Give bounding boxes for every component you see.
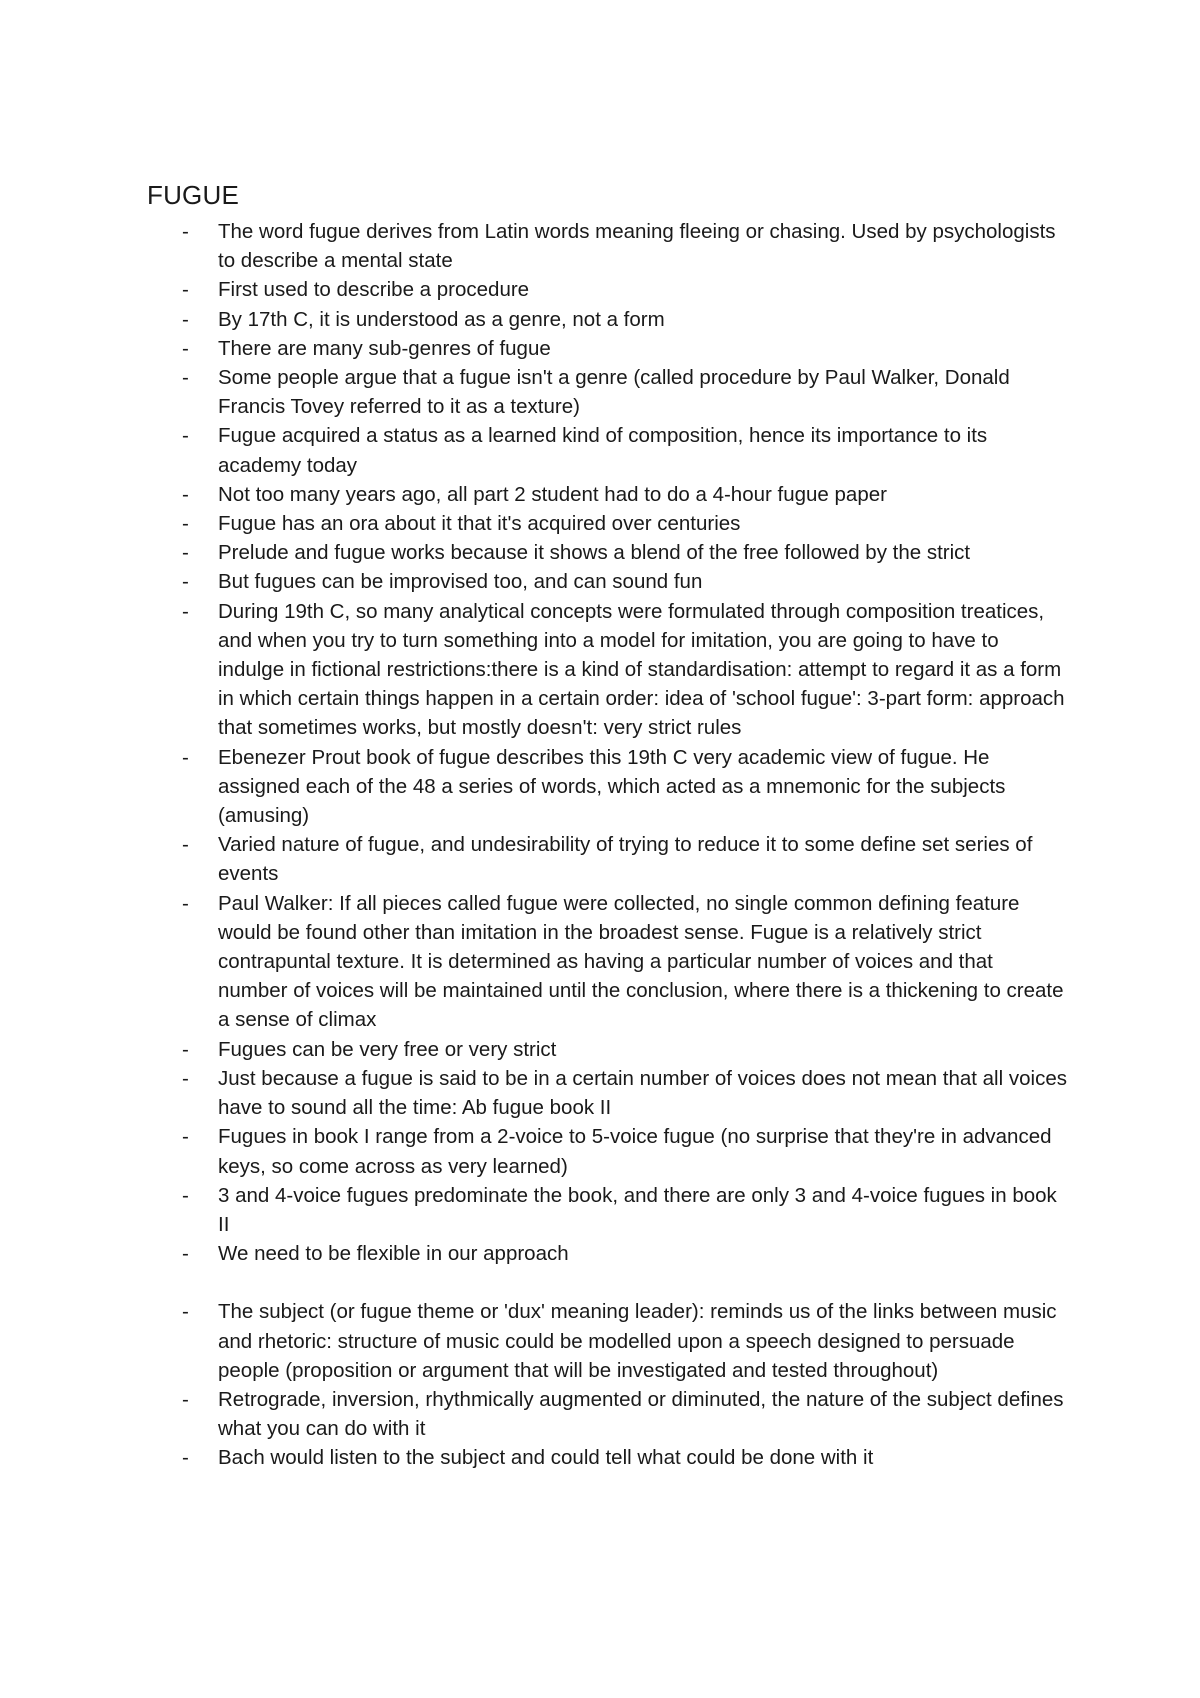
list-item [0, 889, 1068, 1035]
list-item [0, 421, 1068, 479]
list-item [0, 597, 1068, 743]
document-title: FUGUE [147, 180, 239, 210]
list-item-text: There are many sub-genres of fugue [218, 336, 551, 360]
list-item [0, 538, 1068, 567]
list-item [0, 1239, 1068, 1268]
bullet-dash: - [182, 1183, 189, 1207]
list-item [0, 1035, 1068, 1064]
bullet-dash: - [182, 1300, 189, 1324]
bullet-dash: - [182, 336, 189, 360]
list-item-text: Fugues can be very free or very strict [218, 1037, 557, 1061]
bullet-dash: - [182, 1446, 189, 1470]
list-item [0, 1443, 1068, 1472]
list-item-text: Some people argue that a fugue isn't a genre (called procedure by Paul Walker, Donald Francis Tovey referred to it as a texture) [218, 366, 1010, 419]
list-item-text: Just because a fugue is said to be in a certain number of voices does not mean that all voices have to sound all the time: Ab fugue book II [218, 1066, 1067, 1120]
list-item-text: Fugue acquired a status as a learned kind of composition, hence its importance to its academy today [218, 424, 988, 477]
bullet-dash: - [182, 366, 189, 390]
list-item [0, 743, 1068, 831]
list-item-text: Fugue has an ora about it that it's acquired over centuries [218, 512, 741, 536]
bullet-dash: - [182, 482, 189, 506]
list-item [0, 1122, 1068, 1180]
list-item [0, 363, 1068, 421]
list-item-text: Retrograde, inversion, rhythmically augmented or diminuted, the nature of the subject defines what you can do with it [218, 1387, 1064, 1441]
list-item-text: During 19th C, so many analytical concepts were formulated through composition treatices, and when you try to turn something into a model for imitation, you are going to have to indulge in fictional restrictions:there is a kind of standardisation: attempt to regard it as a form in which certain things happen in a certain order: idea of 'school fugue': 3-part form: approach that sometimes works, but mostly doesn't: very strict rules [218, 599, 1065, 740]
bullet-dash: - [182, 424, 189, 448]
list-item-text: The subject (or fugue theme or 'dux' meaning leader): reminds us of the links between music and rhetoric: structure of music could be modelled upon a speech designed to persuade people (proposition or argument that will be investigated and tested throughout) [218, 1300, 1057, 1382]
bullet-dash: - [182, 307, 189, 331]
list-item [0, 305, 1068, 334]
bullet-dash: - [182, 745, 189, 769]
list-item-text: But fugues can be improvised too, and can sound fun [218, 570, 703, 594]
list-item [0, 217, 1068, 275]
bullet-list [0, 217, 1200, 1473]
list-item [0, 830, 1068, 888]
bullet-dash: - [182, 220, 189, 243]
bullet-dash: - [182, 278, 189, 302]
list-item-text: Not too many years ago, all part 2 student had to do a 4-hour fugue paper [218, 482, 887, 506]
list-item-text: First used to describe a procedure [218, 278, 530, 302]
bullet-dash: - [182, 541, 189, 565]
list-item [0, 275, 1068, 304]
list-item-text: Prelude and fugue works because it shows a blend of the free followed by the strict [218, 541, 971, 565]
bullet-dash: - [182, 1387, 189, 1411]
bullet-dash: - [182, 570, 189, 594]
list-item-text: The word fugue derives from Latin words meaning fleeing or chasing. Used by psychologists to describe a mental state [218, 220, 1056, 273]
list-item-text: By 17th C, it is understood as a genre, not a form [218, 307, 665, 331]
list-item [0, 1297, 1068, 1385]
bullet-dash: - [182, 599, 189, 623]
list-item-text: Varied nature of fugue, and undesirability of trying to reduce it to some define set series of events [218, 833, 1033, 886]
bullet-dash: - [182, 891, 189, 915]
bullet-dash: - [182, 1037, 189, 1061]
bullet-dash: - [182, 1066, 189, 1090]
list-item-text: Fugues in book I range from a 2-voice to 5-voice fugue (no surprise that they're in advanced keys, so come across as very learned) [218, 1125, 1052, 1178]
list-item [0, 334, 1068, 363]
list-item [0, 1181, 1068, 1239]
bullet-dash: - [182, 512, 189, 536]
list-item [0, 567, 1068, 596]
list-item [0, 480, 1068, 509]
list-item-text: Paul Walker: If all pieces called fugue were collected, no single common defining feature would be found other than imitation in the broadest sense. Fugue is a relatively strict contrapuntal texture. It is determined as having a particular number of voices and that number of voices will be maintained until the conclusion, where there is a thickening to create a sense of climax [218, 891, 1064, 1032]
list-item-text: Ebenezer Prout book of fugue describes this 19th C very academic view of fugue. He assigned each of the 48 a series of words, which acted as a mnemonic for the subjects (amusing) [218, 745, 1006, 828]
list-item-text: 3 and 4-voice fugues predominate the book, and there are only 3 and 4-voice fugues in book II [218, 1183, 1057, 1236]
bullet-dash: - [182, 1242, 189, 1266]
bullet-dash: - [182, 833, 189, 857]
list-item [0, 509, 1068, 538]
list-item [0, 1385, 1068, 1443]
bullet-dash: - [182, 1125, 189, 1149]
list-item [0, 1064, 1068, 1122]
list-item-text: We need to be flexible in our approach [218, 1242, 569, 1266]
list-item-text: Bach would listen to the subject and could tell what could be done with it [218, 1446, 874, 1470]
